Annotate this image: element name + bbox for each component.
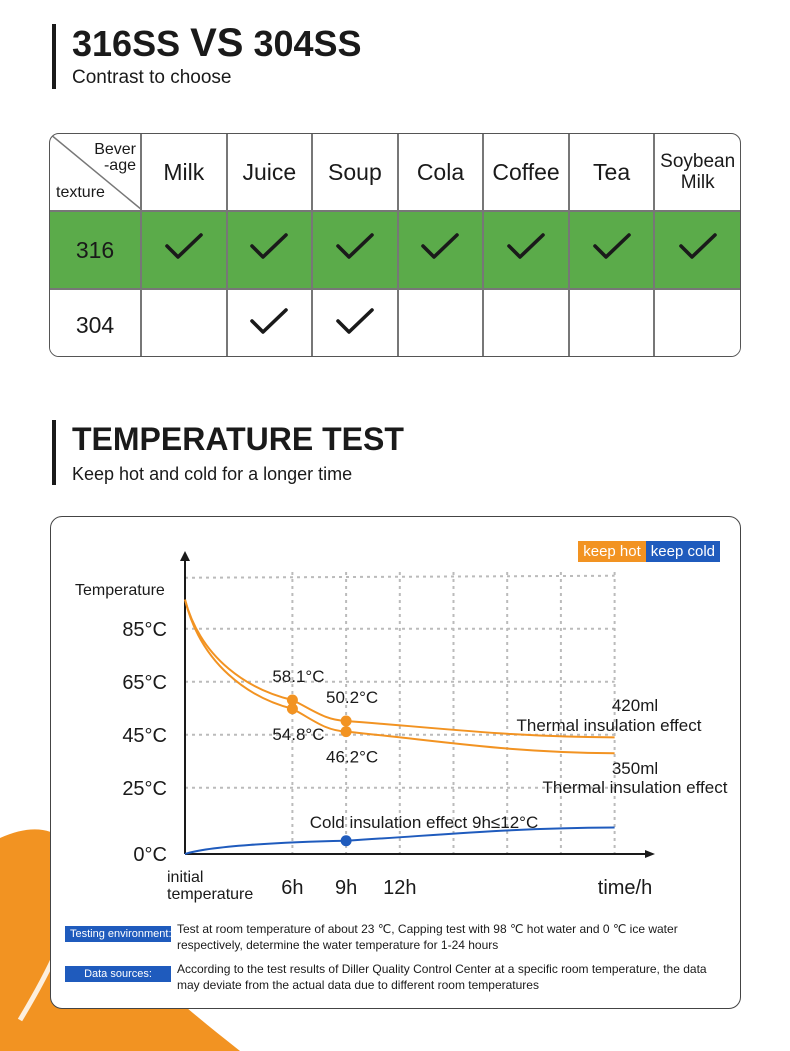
y-tick-label: 85°C [122, 618, 167, 641]
note-text: According to the test results of Diller Quality Control Center at a specific room temperature, the data may deviate from the actual data due to different room temperatures [177, 962, 707, 992]
cell-316-4 [483, 211, 569, 289]
cell-316-1 [227, 211, 313, 289]
cell-304-2 [312, 289, 398, 357]
cell-304-1 [227, 289, 313, 357]
x-tick-label: 9h [334, 877, 358, 899]
corner-cell [50, 134, 141, 211]
legend-keep-hot: keep hot [578, 541, 646, 562]
compare-heading [52, 21, 362, 89]
corner-beverage-label: Bever -age [94, 141, 136, 174]
series-caption-350ml: Thermal insulation effect [542, 778, 728, 797]
y-axis-arrow [180, 551, 190, 561]
cell-316-5 [569, 211, 655, 289]
y-tick-label: 45°C [122, 724, 167, 747]
series-name-420ml: 420ml [611, 696, 659, 715]
check-icon [249, 316, 289, 342]
grid-line-horizontal [185, 576, 615, 578]
check-icon [249, 241, 289, 267]
y-tick-label: 25°C [122, 777, 167, 800]
x-axis-arrow [645, 850, 655, 858]
data-label: 54.8°C [272, 724, 325, 744]
cell-304-5 [569, 289, 655, 357]
cell-304-0 [141, 289, 227, 357]
check-icon [678, 241, 718, 267]
data-point [341, 715, 352, 726]
cell-316-6 [654, 211, 740, 289]
note-tag: Data sources: [65, 966, 171, 982]
series-name-350ml: 350ml [611, 759, 659, 778]
beverage-header-coffee: Coffee [483, 134, 569, 211]
beverage-header-tea: Tea [569, 134, 655, 211]
row-label-304: 304 [50, 289, 141, 357]
cell-304-4 [483, 289, 569, 357]
cell-304-6 [654, 289, 740, 357]
check-icon [335, 316, 375, 342]
cell-316-0 [141, 211, 227, 289]
data-point [341, 835, 352, 846]
data-label: 46.2°C [326, 747, 379, 767]
cold-caption: Cold insulation effect 9h≤12°C [309, 813, 539, 832]
corner-texture-label: texture [56, 184, 105, 201]
note-data-sources [65, 961, 727, 993]
check-icon [335, 241, 375, 267]
temperature-title: TEMPERATURE TEST [72, 421, 404, 457]
y-tick-label: 65°C [122, 671, 167, 694]
x-axis-title: time/h [597, 877, 653, 899]
x-origin-label: temperature [167, 886, 254, 903]
beverage-header-milk: Milk [141, 134, 227, 211]
data-label: 58.1°C [272, 667, 325, 687]
row-label-316: 316 [50, 211, 141, 289]
note-testing-environment [65, 921, 727, 953]
series-caption-420ml: Thermal insulation effect [516, 716, 702, 735]
temperature-subtitle: Keep hot and cold for a longer time [72, 464, 353, 484]
check-icon [420, 241, 460, 267]
x-tick-label: 6h [281, 877, 304, 899]
compare-subtitle: Contrast to choose [72, 67, 232, 88]
x-tick-label: 12h [383, 877, 417, 899]
beverage-header-soybean-milk: Soybean Milk [654, 134, 740, 211]
temperature-heading [52, 420, 404, 485]
compare-title: 316SS VS 304SS [72, 21, 362, 65]
chart-legend [578, 541, 720, 562]
legend-keep-cold: keep cold [646, 541, 720, 562]
cell-316-2 [312, 211, 398, 289]
check-icon [164, 241, 204, 267]
temperature-chart-panel [50, 516, 741, 1009]
note-tag: Testing environment: [65, 926, 171, 942]
data-point [287, 703, 298, 714]
beverage-header-cola: Cola [398, 134, 484, 211]
beverage-header-juice: Juice [227, 134, 313, 211]
comparison-table [49, 133, 741, 357]
cell-316-3 [398, 211, 484, 289]
y-axis-title: Temperature [75, 582, 165, 599]
note-text: Test at room temperature of about 23 ℃, Capping test with 98 ℃ hot water and 0 ℃ ice water respectively, determine the water temperature for 1-24 hours [177, 922, 678, 952]
check-icon [592, 241, 632, 267]
y-tick-label: 0°C [133, 844, 167, 866]
beverage-header-soup: Soup [312, 134, 398, 211]
check-icon [506, 241, 546, 267]
x-origin-label: initial [167, 869, 204, 886]
data-label: 50.2°C [326, 687, 379, 707]
cell-304-3 [398, 289, 484, 357]
data-point [341, 726, 352, 737]
